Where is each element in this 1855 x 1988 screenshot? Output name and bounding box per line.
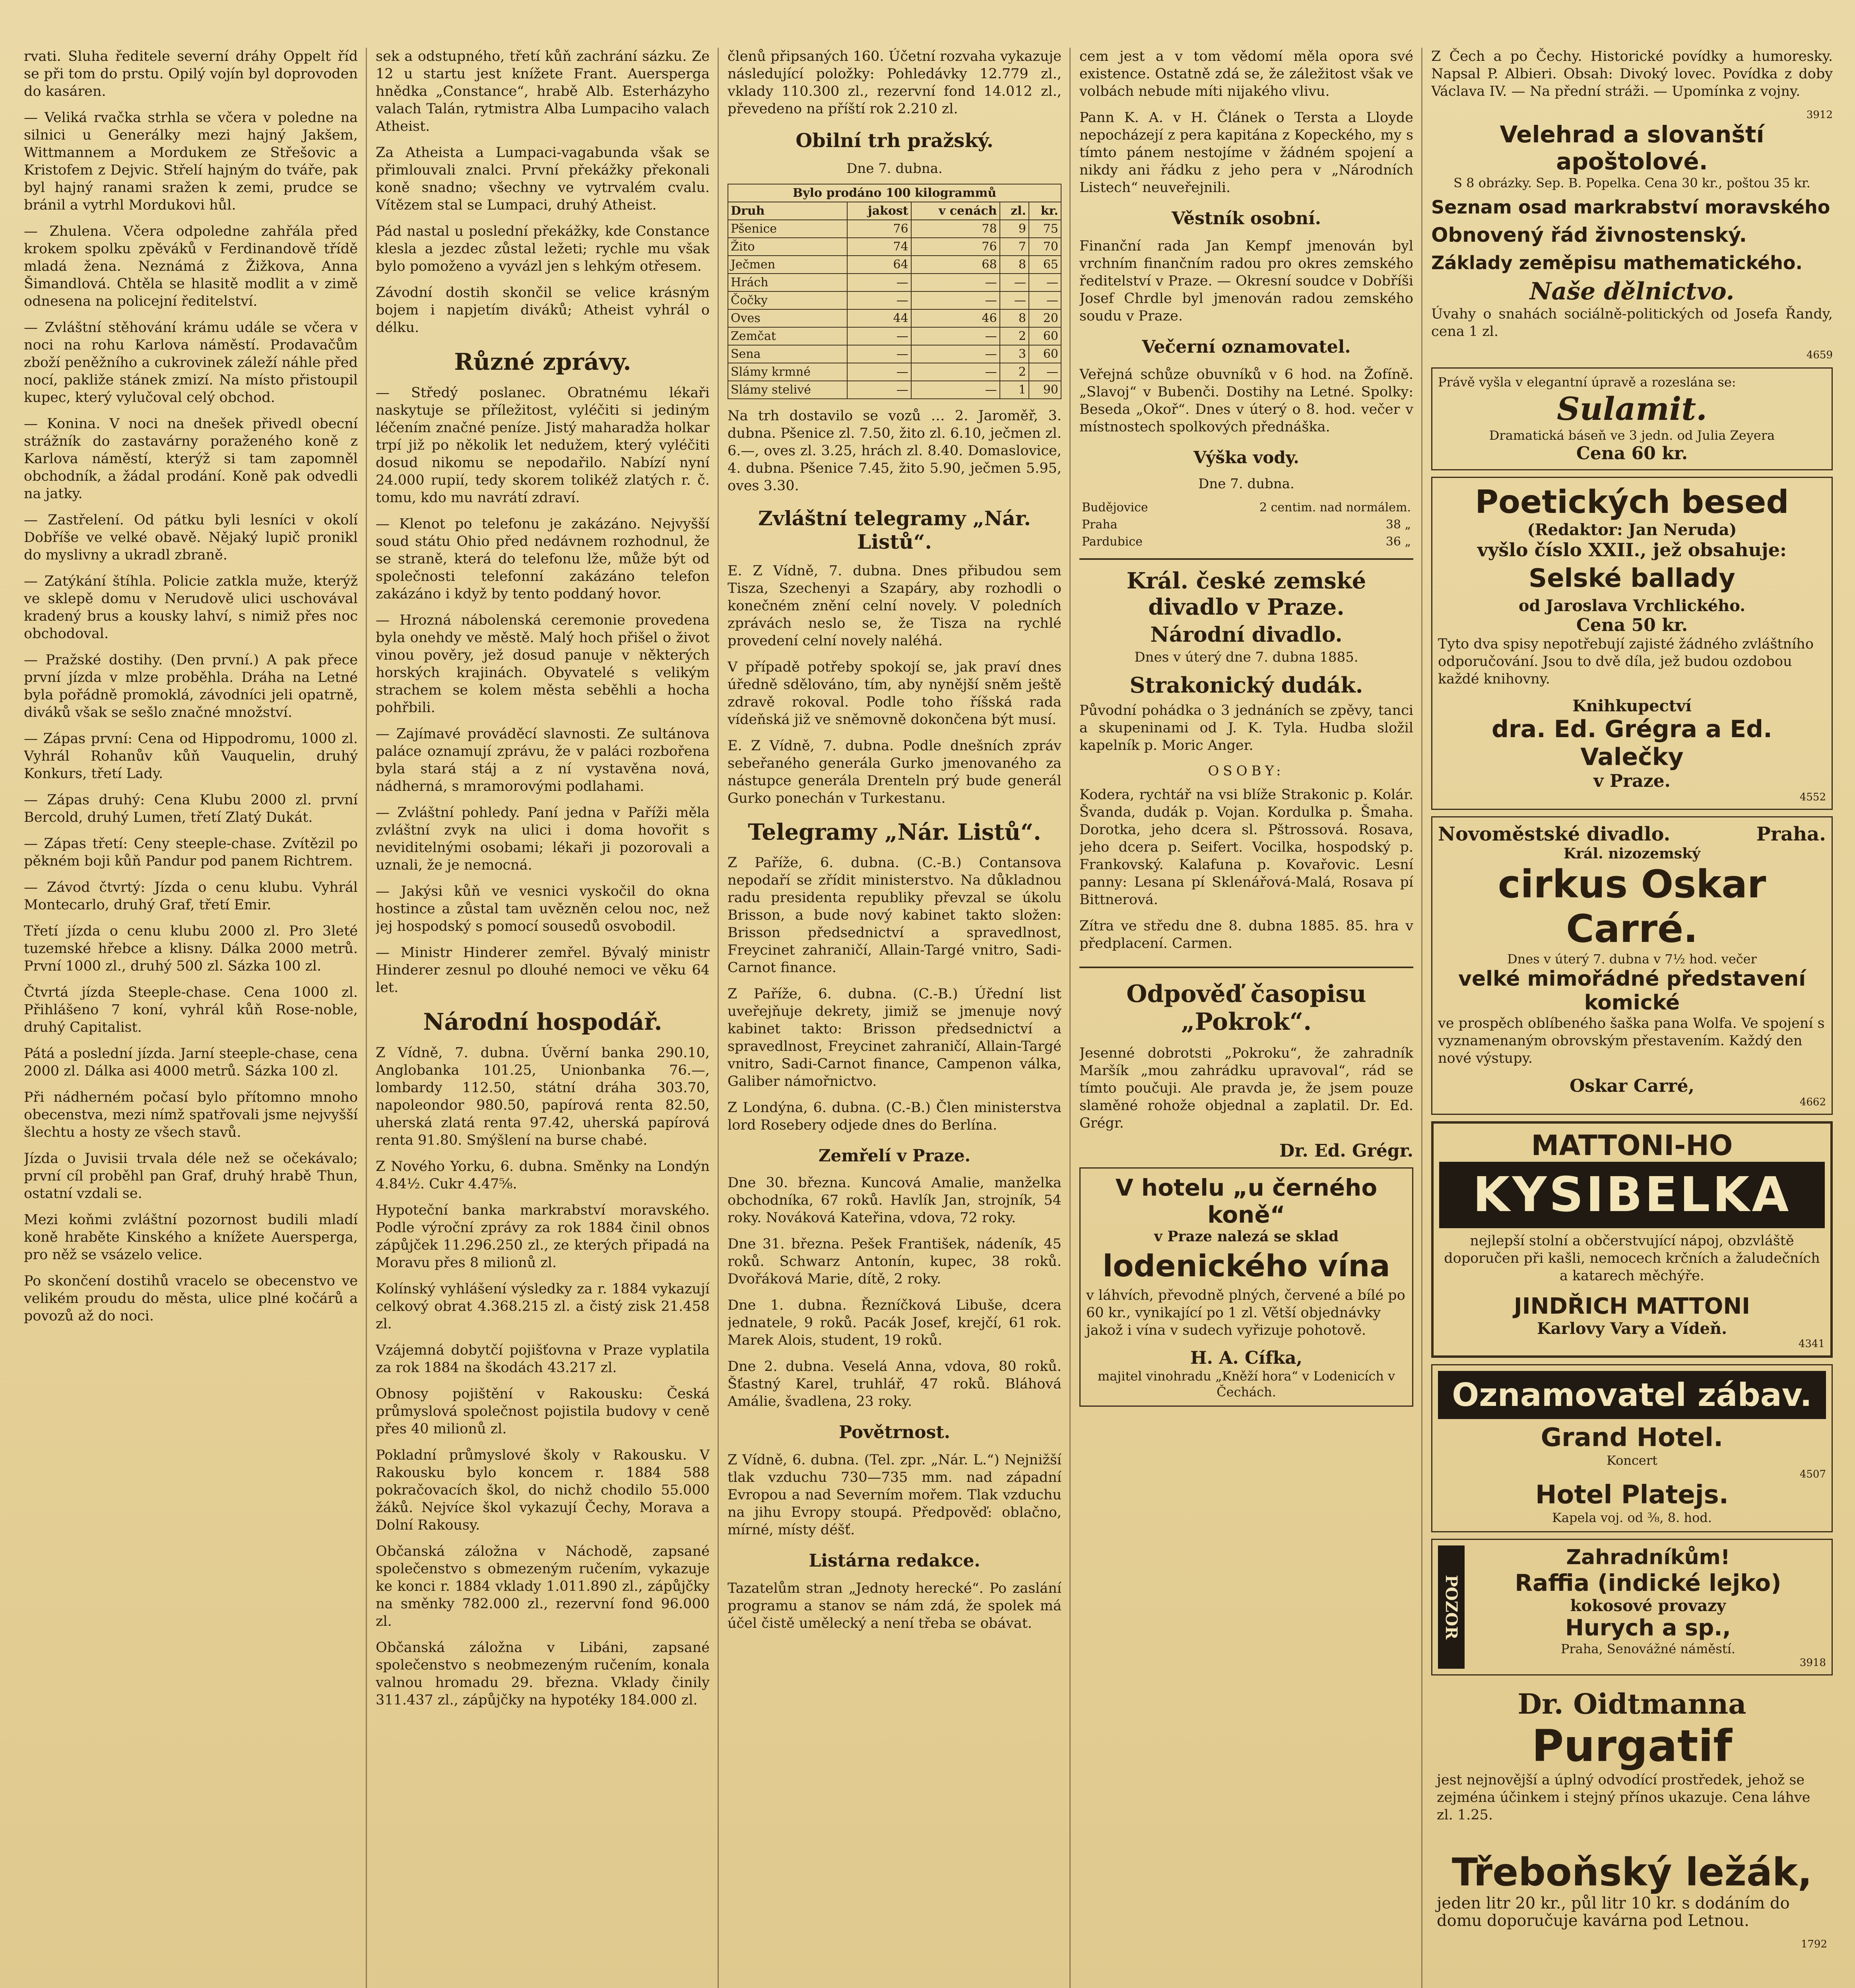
article-paragraph: — Zatýkání štíhla. Policie zatkla muže, kterýž ve sklepě domu v Nerudově ulici uschovával kradený brus a kousky lahví, s nimiž přes noc obchodoval. bbox=[24, 573, 358, 642]
theater-title: Král. české zemské divadlo v Praze. bbox=[1126, 568, 1366, 620]
article-paragraph: členů připsaných 160. Účetní rozvaha vykazuje následující položky: Pohledávky 12.779 zl., vklady 110.300 zl., rezervní fond 14.012 zl., převedeno na příští rok 2.210 zl. bbox=[728, 49, 1061, 117]
table-row: Hrách — — — — bbox=[728, 274, 1061, 291]
article-paragraph: — Zápas třetí: Ceny steeple-chase. Zvítězil po pěkném boji kůň Pandur pod panem Richtrem. bbox=[24, 836, 358, 869]
table-row: Slámy krmné — — 2 — bbox=[728, 363, 1061, 381]
mattoni-brand: KYSIBELKA bbox=[1439, 1162, 1825, 1228]
book-ad-zaklady: Základy zeměpisu mathematického. bbox=[1431, 252, 1803, 274]
article-paragraph: Třetí jízda o cenu klubu 2000 zl. Pro 3leté tuzemské hřebce a klisny. Dálka 2000 metrů. První 1000 zl., druhý 500 zl. Sázka 100 zl. bbox=[24, 923, 358, 974]
poetic-issues-advertisement: Poetických besed (Redaktor: Jan Neruda) vyšlo číslo XXII., jež obsahuje: Selské ballady od Jaroslava Vrchlického. Cena 50 kr. Tyto dva spisy nepotřebují zajisté žádného zvláštního odporučování. Jsou to dvě díla, jež budou ozdobou každé knihovny. Knihkupectví dra. Ed. Grégra a Ed. Valečky v Praze. 4552 bbox=[1431, 477, 1833, 810]
article-paragraph: — Zápas první: Cena od Hippodromu, 1000 zl. Vyhrál Rohanův kůň Vauquelin, druhý Konkurs, třetí Lady. bbox=[24, 731, 358, 782]
wine-ad-sub: v Praze nalezá se sklad bbox=[1154, 1228, 1339, 1245]
grain-market-date: Dne 7. dubna. bbox=[846, 161, 943, 177]
table-row: Zemčat — — 2 60 bbox=[728, 327, 1061, 345]
ad-number: 4659 bbox=[1806, 349, 1833, 361]
economy-item: Z Vídně, 7. dubna. Úvěrní banka 290.10, Anglobanka 101.25, Unionbanka 76.—, lombardy 112.50, státní dráha 303.70, napoleondor 980.50, papírová renta 82.50, uherská zlatá renta 97.42, uherská papírová renta 91.80. Smýšlení na burse chabé. bbox=[376, 1045, 710, 1148]
table-row: Žito 74 76 7 70 bbox=[728, 238, 1061, 256]
telegram-item: Z Paříže, 6. dubna. (C.-B.) Úřední list uveřejňuje dekrety, jimiž se jmenuje nový kabinet takto: Brisson předsednictví a spravedlnost, Freycinet zahraničí, Allain-Targé vnitro, Sadi-Carnot finance, Campenon válka, Galiber námořnictvo. bbox=[728, 986, 1061, 1089]
article-paragraph: Na trh dostavilo se vozů … 2. Jaroměř, 3. dubna. Pšenice zl. 7.50, žito zl. 6.10, ječmen zl. 6.—, oves zl. 3.25, hrách zl. 8.40. Domaslovice, 4. dubna. Pšenice 7.45, žito 5.90, ječmen 5.95, oves 3.30. bbox=[728, 408, 1061, 494]
section-heading-weather: Povětrnost. bbox=[838, 1422, 951, 1442]
ad-number: 4507 bbox=[1799, 1468, 1826, 1480]
ad-number: 3918 bbox=[1799, 1657, 1826, 1669]
table-row: Pšenice 76 78 9 75 bbox=[728, 220, 1061, 238]
raffia-advertisement: POZOR Zahradníkům! Raffia (indické lejko) kokosové provazy Hurych a sp., Praha, Senovážné náměstí. 3918 bbox=[1431, 1539, 1833, 1675]
wine-ad-head: V hotelu „u černého koně“ bbox=[1115, 1174, 1378, 1228]
economy-item: Obnosy pojištění v Rakousku: Česká průmyslová společnost pojistila budovy v ceně přes 40 milionů zl. bbox=[376, 1386, 710, 1437]
death-notice: Dne 30. března. Kuncová Amalie, manželka obchodníka, 67 roků. Havlík Jan, strojník, 54 roky. Nováková Kateřina, vdova, 72 roky. bbox=[728, 1175, 1061, 1226]
mattoni-firm: JINDŘICH MATTONI bbox=[1513, 1293, 1750, 1319]
ad-number: 4552 bbox=[1799, 791, 1826, 803]
telegram-item: E. Z Vídně, 7. dubna. Dnes přibudou sem Tisza, Szechenyi a Szapáry, aby rozhodli o konečném znění celní novely. V poledních zprávách neslo se, že Tisza na rychlé provedení celní novely naléhá. bbox=[728, 563, 1061, 649]
hurych-firm: Hurych a sp., bbox=[1565, 1615, 1731, 1641]
water-level-date: Dne 7. dubna. bbox=[1198, 476, 1294, 492]
article-paragraph: Mezi koňmi zvláštní pozornost budili mladí koně hraběte Kinského a knížete Auersperga, pro něž se vsázelo velice. bbox=[24, 1212, 358, 1263]
article-paragraph: — Zvláštní stěhování krámu udále se včera v noci na rohu Karlova náměstí. Prodavačům zboží peněžního a cukrovinek záleží náhle před nocí, pakliže stánek zmizí. Na místo přistoupil kupec, který vylučoval celý obchod. bbox=[24, 320, 358, 406]
table-row: Praha 38 „ bbox=[1082, 518, 1411, 532]
table-header: zl. bbox=[1000, 202, 1029, 220]
article-paragraph: Za Atheista a Lumpaci-vagabunda však se přimlouvali znalci. První překážky překonali koně snadno; všechny ve vytrvalém cvalu. Vítězem stal se Lumpaci, druhý Atheist. bbox=[376, 145, 710, 213]
theater-cast: Kodera, rychtář na vsi blíže Strakonic p. Kolár. Švanda, dudák p. Vojan. Kordulka p. Šmaha. Dorotka, jeho dcera sl. Pštrossová. Rosava, jeho dcera p. Seifert. Vocilka, hospodský p. Frankovský. Kalafuna p. Kovařovic. Lesní panny: Lesana pí Sklenářová-Malá, Rosava pí Bittnerová. bbox=[1079, 787, 1413, 908]
reply-signer: Dr. Ed. Grégr. bbox=[1279, 1141, 1413, 1161]
entertainment-title: Oznamovatel zábav. bbox=[1438, 1371, 1826, 1419]
purgatif-advertisement: Dr. Oidtmanna Purgatif jest nejnovější a úplný odvodící prostředek, jehož se zejména účinkem i stejný přínos ukazuje. Cena láhve zl. 1.25. bbox=[1431, 1682, 1833, 1838]
table-row: Čočky — — — — bbox=[728, 291, 1061, 309]
ad-number: 3912 bbox=[1806, 109, 1833, 121]
column-5-ads bbox=[1431, 48, 1833, 1962]
news-item: — Zvláštní pohledy. Paní jedna v Paříži měla zvláštní zvyk na ulici i doma hovořit s neviditelnými osobami; lékaři ji pozorovali a uznali, že je nemocná. bbox=[376, 805, 710, 873]
hotel-platejs: Hotel Platejs. bbox=[1535, 1480, 1729, 1510]
article-paragraph: Jízda o Juvisii trvala déle než se očekávalo; první cíl proběhl pan Graf, druhý hrabě Thun, ostatní vzdali se. bbox=[24, 1151, 358, 1202]
circus-title: cirkus Oskar Carré. bbox=[1498, 862, 1766, 951]
economy-item: Z Nového Yorku, 6. dubna. Směnky na Londýn 4.84½. Cukr 4.47⅝. bbox=[376, 1159, 710, 1192]
article-paragraph: — Pražské dostihy. (Den první.) A pak přece první jízda v mlze proběhla. Dráha na Letné byla pořádně promoklá, závodníci jeli opatrně, diváků však se sešlo značné množství. bbox=[24, 652, 358, 720]
telegram-item: V případě potřeby spokojí se, jak praví dnes úředně sdělováno, tím, aby nynější sněm ještě zdravě rokoval. Podle toho říšská rada vídeňská již ve sněmovně dokončena být musí. bbox=[728, 659, 1061, 728]
table-row: Sena — — 3 60 bbox=[728, 345, 1061, 363]
wine-ad-text: v láhvích, převodně plných, červené a bílé po 60 kr., vynikající po 1 zl. Větší objednávky jakož i vína v sudech vyřizuje pohotově. bbox=[1086, 1287, 1405, 1338]
section-heading-telegrams-special: Zvláštní telegramy „Nár. Listů“. bbox=[758, 507, 1031, 553]
wine-ad-title: lodenického vína bbox=[1102, 1248, 1390, 1283]
section-heading-evening: Večerní oznamovatel. bbox=[1142, 337, 1351, 357]
book-ad-velehrad: Velehrad a slovanští apoštolové. bbox=[1500, 121, 1764, 175]
article-paragraph: Pád nastal u poslední překážky, kde Constance klesla a jezdec zůstal ležeti; rychle mu však bylo pomoženo a vyvázl jen s lehkým otřesem. bbox=[376, 223, 710, 274]
article-paragraph: Při nádherném počasí bylo přítomno mnoho obecenstva, mezi nímž spatřovali jsme nejvyšší šlechtu a hosty ze všech stavů. bbox=[24, 1089, 358, 1140]
table-caption: Bylo prodáno 100 kilogrammů bbox=[728, 184, 1061, 202]
economy-item: Kolínský vyhlášení výsledky za r. 1884 vykazují celkový obrat 4.368.215 zl. a čistý zisk 21.458 zl. bbox=[376, 1281, 710, 1332]
column-divider bbox=[718, 48, 719, 1988]
table-header: jakost bbox=[847, 202, 911, 220]
poet-title: Poetických besed bbox=[1475, 483, 1789, 520]
article-paragraph: rvati. Sluha ředitele severní dráhy Oppelt říd se při tom do prstu. Opilý vojín byl doprovoden do kasáren. bbox=[24, 49, 358, 99]
article-paragraph: — Závod čtvrtý: Jízda o cenu klubu. Vyhrál Montecarlo, druhý Graf, třetí Emir. bbox=[24, 879, 358, 913]
circus-city: Praha. bbox=[1756, 823, 1826, 845]
section-heading-telegrams: Telegramy „Nár. Listů“. bbox=[748, 819, 1041, 845]
book-ad-seznam: Seznam osad markrabství moravského bbox=[1431, 196, 1830, 218]
theater-subtitle: Národní divadlo. bbox=[1150, 623, 1343, 647]
economy-item: Občanská záložna v Náchodě, zapsané společenstvo s obmezeným ručením, vykazuje ke konci r. 1884 vklady 1.011.890 zl., zápůjčky na směnky 782.000 zl., rezervní fond 96.000 zl. bbox=[376, 1543, 710, 1629]
ad-number: 4662 bbox=[1799, 1096, 1826, 1108]
wine-ad-owner: majitel vinohradu „Kněží hora“ v Lodenicích v Čechách. bbox=[1097, 1369, 1395, 1400]
grain-price-table bbox=[728, 184, 1061, 399]
theater-date: Dnes v úterý dne 7. dubna 1885. bbox=[1134, 649, 1358, 665]
purgatif-title: Purgatif bbox=[1531, 1720, 1733, 1771]
article-paragraph: — Zápas druhý: Cena Klubu 2000 zl. první Bercold, druhý Lumen, třetí Zlatý Dukát. bbox=[24, 792, 358, 825]
table-row: Ječmen 64 68 8 65 bbox=[728, 256, 1061, 274]
news-item: — Klenot po telefonu je zakázáno. Nejvyšší soud státu Ohio před nedávnem rozhodnul, že se straně, která do telefonu lže, může být od společnosti telefonní zakázáno telefon zakázáno i když by tento poddaný hovor. bbox=[376, 516, 710, 602]
section-heading-personal: Věstník osobní. bbox=[1172, 208, 1321, 229]
wine-ad-signature: H. A. Cífka, bbox=[1190, 1348, 1302, 1368]
column-1 bbox=[24, 48, 358, 1334]
article-paragraph: Čtvrtá jízda Steeple-chase. Cena 1000 zl. Přihlášeno 7 koní, vyhrál kůň Rose-noble, druhý Capitalist. bbox=[24, 984, 358, 1035]
theater-cast-heading: OSOBY: bbox=[1208, 763, 1285, 779]
reply-text: Jesenné dobrotsti „Pokroku“, že zahradník Maršík „mou zahrádku upravoval“, rád se tímto poučuji. Ale pravda je, že jsem pouze slaměné rohože objednal a zaplatil. Dr. Ed. Grégr. bbox=[1079, 1045, 1413, 1131]
theater-next: Zítra ve středu dne 8. dubna 1885. 85. hra v předplacení. Carmen. bbox=[1079, 918, 1413, 951]
telegram-item: E. Z Vídně, 7. dubna. Podle dnešních zpráv sebeřaného generála Gurko jmenovaného za nástupce generála Drenteln prý bude generál Gurko ponechán v Turkestanu. bbox=[728, 738, 1061, 806]
book-ad-price: S 8 obrázky. Sep. B. Popelka. Cena 30 kr., poštou 35 kr. bbox=[1453, 175, 1810, 190]
section-heading-water-level: Výška vody. bbox=[1193, 448, 1299, 467]
column-2 bbox=[376, 48, 710, 1718]
book-ad-text: Z Čech a po Čechy. Historické povídky a humoresky. Napsal P. Albieri. Obsah: Divoký lovec. Povídka z doby Václava IV. — Na přední stráži. — Upomínka z vojny. bbox=[1431, 49, 1833, 99]
death-notice: Dne 1. dubna. Řezníčková Libuše, dcera jednatele, 9 roků. Pacák Josef, krejčí, 61 rok. Marek Alois, student, 19 roků. bbox=[728, 1297, 1061, 1348]
table-row: Pardubice 36 „ bbox=[1082, 535, 1411, 549]
article-paragraph: Po skončení dostihů vracelo se obecenstvo ve velikém proudu do města, ulice plné kočárů a povozů až do noci. bbox=[24, 1273, 358, 1324]
table-row: Budějovice 2 centim. nad normálem. bbox=[1082, 501, 1411, 514]
article-paragraph: Závodní dostih skončil se velice krásným bojem i napjetím diváků; Atheist vyhrál o délku. bbox=[376, 285, 710, 336]
grain-market-heading: Obilní trh pražský. bbox=[796, 130, 993, 152]
table-row: Slámy stelivé — — 1 90 bbox=[728, 381, 1061, 399]
theater-play-title: Strakonický dudák. bbox=[1129, 672, 1363, 698]
theater-play-description: Původní pohádka o 3 jednáních se zpěvy, tanci a skupeninami od J. K. Tyla. Hudba složil kapelník p. Moric Anger. bbox=[1079, 703, 1413, 753]
news-item: — Jakýsi kůň ve vesnici vyskočil do okna hostince a zůstal tam uvězněn celou noc, než jej hospodský s pomocí sousedů osvobodil. bbox=[376, 883, 710, 934]
news-item: — Hrozná nábolenská ceremonie provedena byla onehdy ve městě. Malý hoch přišel o život vinou pověry, jež dosud panuje v některých horských krajinách. Obyvatelé s velikým strachem se kolem města seběhli a hocha pohřbili. bbox=[376, 612, 710, 716]
book-ad-rad: Obnovený řád živnostenský. bbox=[1431, 223, 1747, 247]
beer-advertisement: Třeboňský ležák, jeden litr 20 kr., půl litr 10 kr. s dodáním do domu doporučuje kavárna pod Letnou. 1792 bbox=[1437, 1850, 1827, 1950]
reply-heading: Odpověď časopisu „Pokrok“. bbox=[1126, 980, 1366, 1036]
column-divider bbox=[1069, 48, 1071, 1988]
column-3 bbox=[728, 48, 1061, 1641]
section-heading-news: Různé zprávy. bbox=[454, 348, 631, 375]
sulamit-title: Sulamit. bbox=[1556, 390, 1707, 427]
circus-advertisement: Novoměstské divadlo. Praha. Král. nizozemský cirkus Oskar Carré. Dnes v úterý 7. dubna v 7½ hod. večer velké mimořádné představení komické ve prospěch oblíbeného šaška pana Wolfa. Ve spojení s vyznamenaným obrovským přestavením. Každý den nové výstupy. Oskar Carré, 4662 bbox=[1431, 816, 1833, 1115]
news-item: — Středý poslanec. Obratnému lékaři naskytuje se příležitost, vyléčiti si jediným léčením značné peníze. Jistý maharadža holkar trpí již po několik let nedužem, který vyléčiti dosud nikomu se nepodařilo. Nabízí nyní 24.000 rupií, tedy skorem tolikéž zlatých r. č. tomu, kdo mu navrátí zdraví. bbox=[376, 385, 710, 506]
article-paragraph: — Zhulena. Včera odpoledne zahřála před krokem spolku zpěváků v Ferdinandově třídě mladá žena. Neznámá z Žižkova, Anna Šimandlová. Chtěla se hlasitě modlit a v zimě odnesena na policejní ředitelství. bbox=[24, 223, 358, 309]
table-header: Druh bbox=[728, 202, 847, 220]
beer-title: Třeboňský ležák, bbox=[1451, 1850, 1812, 1895]
article-paragraph: — Veliká rvačka strhla se včera v poledne na silnici u Generálky mezi hajný Jakšem, Wittmannem a Mordukem ze Střešovic a Kristofem z Dejvic. Střelí hajným do tváře, pak byl hajný ranami sražen k zemi, prudce se bránil a vytrhl Mordukovi hůl. bbox=[24, 110, 358, 213]
column-4 bbox=[1079, 48, 1413, 1413]
book-ad-nase-delnictvo: Naše dělnictvo. bbox=[1529, 278, 1735, 305]
article-paragraph: cem jest a v tom vědomí měla opora své existence. Ostatně zdá se, že záležitost však ve volbách nebude míti nijakého vlivu. bbox=[1079, 49, 1413, 99]
economy-item: Pokladní průmyslové školy v Rakousku. V Rakousku bylo koncem r. 1884 588 pokračovacích škol, do nichž chodilo 55.000 žáků. Nejvíce škol vykazují Čechy, Morava a Dolní Rakousy. bbox=[376, 1447, 710, 1533]
telegram-item: Z Londýna, 6. dubna. (C.-B.) Člen ministerstva lord Rosebery odjede dnes do Berlína. bbox=[728, 1100, 1061, 1133]
article-paragraph: sek a odstupného, třetí kůň zachrání sázku. Ze 12 u startu jest knížete Frant. Auersperga hnědka „Constance“, hrabě Alb. Esterházyho valach Talán, rytmistra Alba Lumpaciho valach Atheist. bbox=[376, 49, 710, 134]
article-paragraph: — Zastřelení. Od pátku byli lesníci v okolí Dobříše ve velké obavě. Nějaký lupič pronikl do myslivny a ukradl zbraně. bbox=[24, 512, 358, 563]
sulamit-advertisement: Právě vyšla v elegantní úpravě a rozeslána se: Sulamit. Dramatická báseň ve 3 jedn. od Julia Zeyera Cena 60 kr. bbox=[1431, 367, 1833, 470]
raffia-title: Raffia (indické lejko) bbox=[1515, 1569, 1781, 1596]
section-heading-mailbox: Listárna redakce. bbox=[809, 1551, 980, 1571]
table-header: kr. bbox=[1029, 202, 1061, 220]
article-paragraph: Pátá a poslední jízda. Jarní steeple-chase, cena 2000 zl. Dálka asi 4000 metrů. Sázka 100 zl. bbox=[24, 1046, 358, 1079]
death-notice: Dne 31. března. Pešek František, nádeník, 45 roků. Schwarz Antonín, kupec, 38 roků. Dvořáková Marie, dítě, 2 roky. bbox=[728, 1236, 1061, 1287]
entertainment-box: Oznamovatel zábav. Grand Hotel. Koncert 4507 Hotel Platejs. Kapela voj. od ⅜, 8. hod. bbox=[1431, 1364, 1833, 1532]
mailbox-item: Tazatelům stran „Jednoty herecké“. Po zaslání programu a stanov se nám zdá, že spolek má účel čistě umělecký a není třeba se obávat. bbox=[728, 1580, 1061, 1631]
death-notice: Dne 2. dubna. Veselá Anna, vdova, 80 roků. Šťastný Karel, truhlář, 47 roků. Bláhová Amálie, švadlena, 23 roky. bbox=[728, 1359, 1061, 1409]
economy-item: Občanská záložna v Libáni, zapsané společenstvo s neobmezeným ručením, konala valnou hromadu 29. března. Vklady činily 311.437 zl., zápůjčky na hypotéky 184.000 zl. bbox=[376, 1640, 710, 1708]
news-item: — Ministr Hinderer zemřel. Bývalý ministr Hinderer zesnul po dlouhé nemoci ve věku 64 let. bbox=[376, 945, 710, 996]
poet-book: Selské ballady bbox=[1529, 564, 1735, 593]
section-heading-economy: Národní hospodář. bbox=[423, 1008, 662, 1035]
circus-show: velké mimořádné představení komické bbox=[1458, 967, 1806, 1015]
theater-program bbox=[1079, 558, 1413, 968]
book-ad-delnictvo-desc: Úvahy o snahách sociálně-politických od Josefa Řandy, cena 1 zl. bbox=[1431, 306, 1833, 340]
grand-hotel: Grand Hotel. bbox=[1541, 1423, 1723, 1452]
news-item: — Zajímavé prováděcí slavnosti. Ze sultánova paláce oznamují zprávu, že v paláci rozbořena byla stará stáj a z ní vystavěna nová, nádherná, s mramorovými podlahami. bbox=[376, 726, 710, 794]
column-divider bbox=[1421, 48, 1422, 1988]
evening-notice: Veřejná schůze obuvníků v 6 hod. na Žofíně. „Slavoj“ v Bubenči. Dostihy na Letné. Spolky: Beseda „Okoř“. Dnes v úterý o 8. hod. večer v místnostech spolkových přednáška. bbox=[1079, 367, 1413, 435]
bookshop-name: dra. Ed. Grégra a Ed. Valečky bbox=[1492, 715, 1772, 771]
telegram-item: Z Paříže, 6. dubna. (C.-B.) Contansova nepodaří se zřídit ministerstvo. Na důkladnou radu presidenta republiky převzal se úkolu Brisson, a bude nový kabinet takto složen: Brisson předsednictví a spravedlnost, Freycinet zahraničí, Allain-Targé vnitro, Sadi-Carnot finance. bbox=[728, 855, 1061, 976]
weather-report: Z Vídně, 6. dubna. (Tel. zpr. „Nár. L.“) Nejnižší tlak vzduchu 730—735 mm. nad západní Evropou a nad Severním mořem. Tlak vzduchu na jihu Evropy stoupá. Předpověď: oblačno, mírné, místy déšť. bbox=[728, 1452, 1061, 1538]
ad-number: 4341 bbox=[1798, 1338, 1825, 1350]
article-paragraph: — Konina. V noci na dnešek přivedl obecní strážník do zastavárny poraženého koně z Karlova náměstí, kterýž si tam zapomněl obchodník, a žádal prodání. Koně pak odvedli na jatky. bbox=[24, 416, 358, 502]
article-paragraph: Pann K. A. v H. Článek o Tersta a Lloyde nepocházejí z pera kapitána z Kopeckého, my s tímto pánem nestojíme v žádném spojení a nikdy ani řádku z jeho pera v „Národních Listech“ neuveřejnili. bbox=[1079, 110, 1413, 196]
table-header: v cenách bbox=[911, 202, 1000, 220]
section-heading-deaths: Zemřelí v Praze. bbox=[818, 1146, 971, 1165]
ad-number: 1792 bbox=[1801, 1938, 1827, 1950]
personal-news: Finanční rada Jan Kempf jmenován byl vrchním finančním radou pro okres zemského ředitelství v Praze. — Okresní soudce v Dobříši Josef Chrdle byl jmenován radou zemského soudu v Praze. bbox=[1079, 238, 1413, 324]
wine-advertisement bbox=[1079, 1167, 1413, 1407]
pozor-label: POZOR bbox=[1438, 1545, 1465, 1669]
column-divider bbox=[366, 48, 367, 1988]
water-level-table bbox=[1079, 499, 1413, 550]
table-row: Oves 44 46 8 20 bbox=[728, 309, 1061, 327]
circus-venue: Novoměstské divadlo. bbox=[1438, 823, 1671, 845]
mattoni-advertisement: MATTONI-HO KYSIBELKA nejlepší stolní a občerstvující nápoj, obzvláště doporučen při kašli, nemocech krčních a žaludečních a katarech měchýře. JINDŘICH MATTONI Karlovy Vary a Vídeň. 4341 bbox=[1431, 1121, 1833, 1358]
economy-item: Vzájemná dobytčí pojišťovna v Praze vyplatila za rok 1884 na škodách 43.217 zl. bbox=[376, 1342, 710, 1376]
economy-item: Hypoteční banka markrabství moravského. Podle výroční zprávy za rok 1884 činil obnos zápůjček 11.296.250 zl., ze kterých připadá na Moravu přes 8 milionů zl. bbox=[376, 1202, 710, 1271]
